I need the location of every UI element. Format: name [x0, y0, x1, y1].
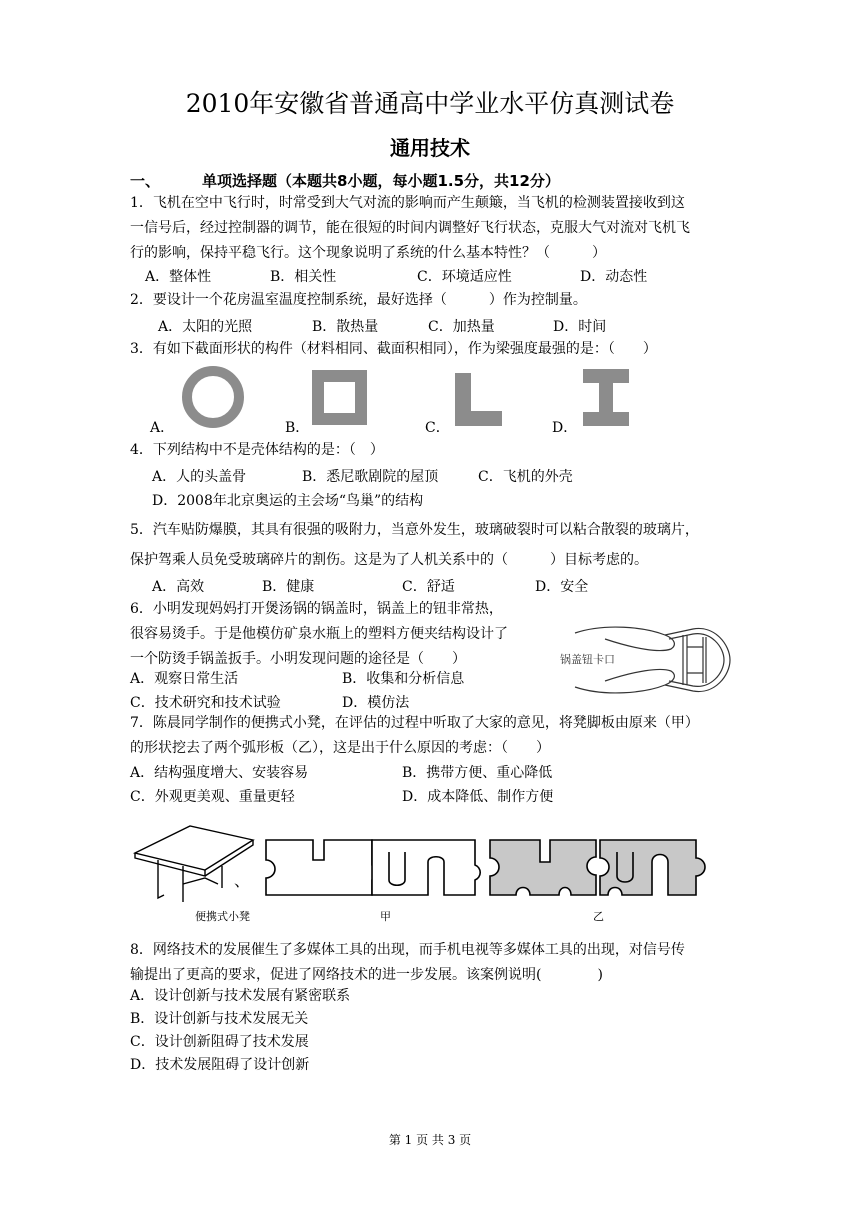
page-number: 第 1 页 共 3 页: [388, 1133, 472, 1147]
question-8-options: [130, 985, 350, 1077]
option-a: A．结构强度增大、安装容易: [130, 765, 309, 781]
option-b: B．设计创新与技术发展无关: [130, 1011, 309, 1027]
question-text: 1．飞机在空中飞行时，时常受到大气对流的影响而产生颠簸，当飞机的检测装置接收到这: [130, 195, 685, 211]
figure-label-yi: 乙: [593, 910, 604, 923]
option-a: A．观察日常生活: [130, 671, 239, 687]
subject-title: 通用技术: [390, 136, 470, 160]
question-8: [130, 938, 685, 988]
option-b: B．悉尼歌剧院的屋顶: [302, 469, 439, 485]
option-c: C．: [425, 420, 450, 436]
question-text: 很容易烫手。于是他模仿矿泉水瓶上的塑料方便夹结构设计了: [130, 626, 508, 642]
option-d: D．时间: [553, 319, 607, 335]
option-b: B．携带方便、重心降低: [402, 765, 553, 781]
section-title: 单项选择题（本题共8小题，每小题1.5分，共12分）: [202, 172, 560, 190]
option-a: A．人的头盖骨: [152, 469, 247, 485]
option-d: D．成本降低、制作方便: [402, 789, 554, 805]
question-text: 一个防烫手锅盖扳手。小明发现问题的途径是（ ）: [130, 651, 466, 667]
figure-label: 锅盖钮卡口: [560, 653, 615, 666]
option-a: A．太阳的光照: [158, 319, 253, 335]
option-c: C．加热量: [428, 319, 495, 335]
option-d: D．安全: [535, 579, 589, 595]
option-d: D．: [552, 420, 578, 436]
option-a: A．设计创新与技术发展有紧密联系: [130, 988, 351, 1004]
figure-label-stool: 便携式小凳: [195, 910, 250, 923]
question-text: 输提出了更高的要求，促进了网络技术的进一步发展。该案例说明( ): [130, 967, 603, 983]
question-4: 4．下列结构中不是壳体结构的是：（ ）: [130, 442, 384, 458]
question-2: 2．要设计一个花房温室温度控制系统，最好选择（ ）作为控制量。: [130, 292, 587, 308]
question-text: 7．陈晨同学制作的便携式小凳，在评估的过程中听取了大家的意见，将凳脚板由原来（甲）: [130, 715, 699, 731]
option-c: C．环境适应性: [417, 269, 512, 285]
leg-board-original: [266, 840, 377, 895]
question-text: 8．网络技术的发展催生了多媒体工具的出现，而手机电视等多媒体工具的出现，对信号传: [130, 942, 685, 958]
option-d: D．模仿法: [342, 695, 410, 711]
option-b: B．散热量: [312, 319, 379, 335]
option-c: C．飞机的外壳: [478, 469, 573, 485]
section-number: 一、: [130, 172, 161, 190]
question-text: 保护驾乘人员免受玻璃碎片的割伤。这是为了人机关系中的（ ）目标考虑的。: [130, 552, 648, 568]
option-c: C．技术研究和技术试验: [130, 695, 281, 711]
figure-label-jia: 甲: [380, 910, 391, 923]
option-a: A．高效: [152, 579, 205, 595]
leg-board-modified: [600, 840, 705, 895]
question-text: 6．小明发现妈妈打开煲汤锅的锅盖时，锅盖上的钮非常热，: [130, 601, 503, 617]
option-b: B．相关性: [270, 269, 337, 285]
question-text: 一信号后，经过控制器的调节，能在很短的时间内调整好飞行状态，克服大气对流对飞机飞: [130, 220, 690, 236]
leg-board-modified: [490, 840, 596, 895]
figure-separator: 、: [234, 871, 251, 890]
option-c: C．设计创新阻碍了技术发展: [130, 1034, 309, 1050]
question-text: 行的影响，保持平稳飞行。这个现象说明了系统的什么基本特性？（ ）: [130, 245, 606, 261]
option-a: A．整体性: [145, 269, 212, 285]
document-title: 2010年安徽省普通高中学业水平仿真测试卷: [185, 89, 675, 118]
option-b: B．: [285, 420, 310, 436]
option-d: D．技术发展阻碍了设计创新: [130, 1057, 310, 1073]
option-c: C．外观更美观、重量更轻: [130, 789, 295, 805]
option-a: A．: [150, 420, 175, 436]
option-d: D．2008年北京奥运的主会场“鸟巢”的结构: [152, 493, 424, 509]
option-c: C．舒适: [402, 579, 455, 595]
question-text: 的形状挖去了两个弧形板（乙），这是出于什么原因的考虑：（ ）: [130, 740, 550, 756]
option-d: D．动态性: [580, 269, 648, 285]
option-b: B．收集和分析信息: [342, 671, 465, 687]
question-text: 5．汽车贴防爆膜，其具有很强的吸附力，当意外发生，玻璃破裂时可以粘合散裂的玻璃片，: [130, 522, 699, 538]
option-b: B．健康: [262, 579, 315, 595]
question-3: 3．有如下截面形状的构件（材料相同、截面积相同），作为梁强度最强的是：（ ）: [130, 341, 657, 357]
